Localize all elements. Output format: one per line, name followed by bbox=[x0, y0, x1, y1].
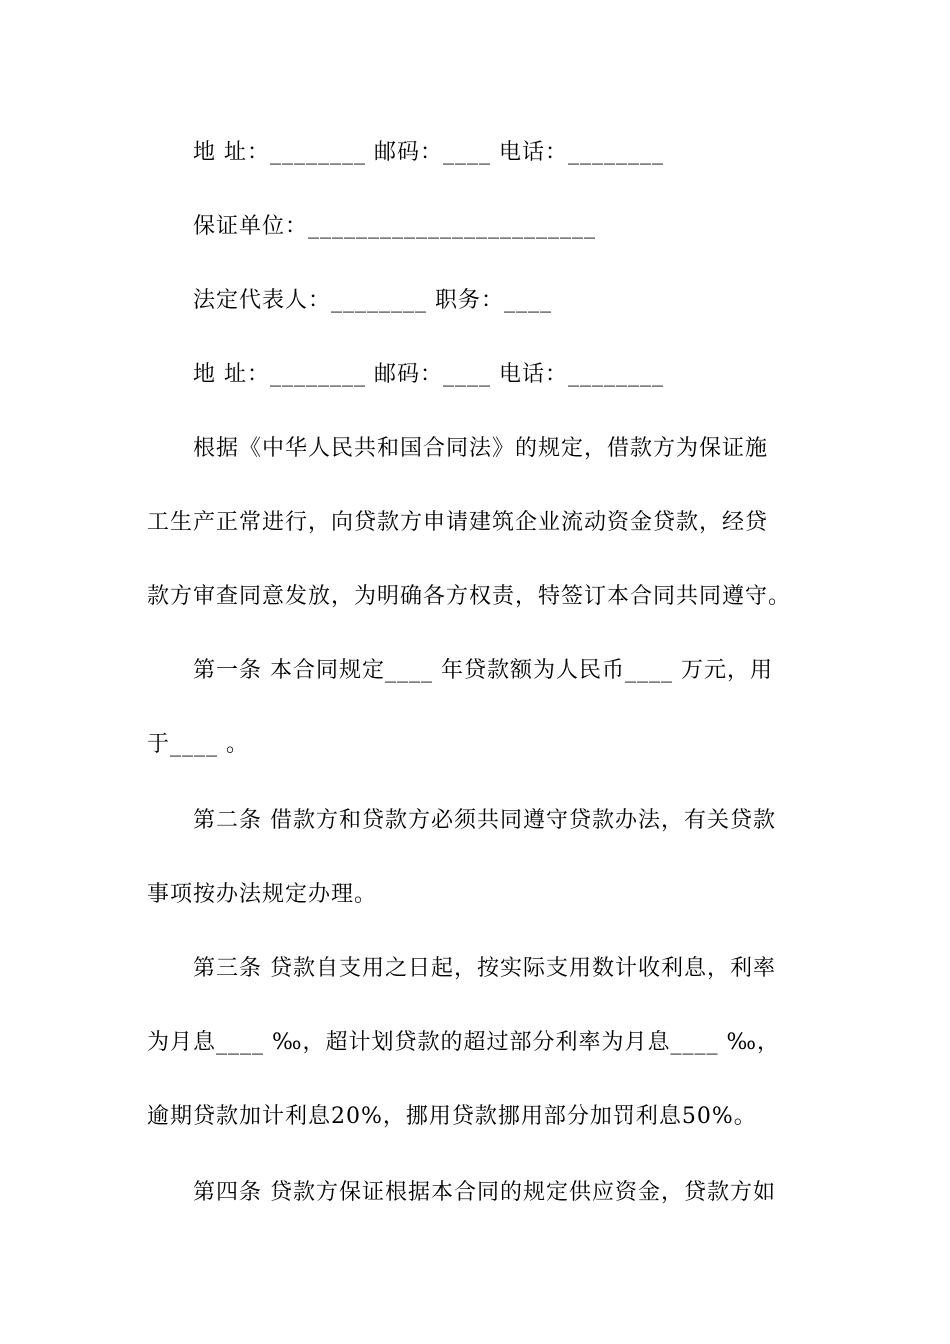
paragraph-intro-line-1: 根据《中华人民共和国合同法》的规定，借款方为保证施 bbox=[193, 436, 769, 461]
legal-representative-line: 法定代表人：________ 职务：____ bbox=[193, 288, 552, 313]
article-4-line-1: 第四条 贷款方保证根据本合同的规定供应资金，贷款方如 bbox=[193, 1180, 776, 1205]
paragraph-intro-line-2: 工生产正常进行，向贷款方申请建筑企业流动资金贷款，经贷 bbox=[147, 510, 769, 535]
address-line-1: 地 址：________ 邮码：____ 电话：________ bbox=[193, 140, 664, 165]
article-2-line-2: 事项按办法规定办理。 bbox=[147, 882, 378, 907]
article-1-line-1: 第一条 本合同规定____ 年贷款额为人民币____ 万元，用 bbox=[193, 658, 773, 683]
article-3-line-3: 逾期贷款加计利息20%，挪用贷款挪用部分加罚利息50%。 bbox=[147, 1104, 757, 1129]
article-3-line-1: 第三条 贷款自支用之日起，按实际支用数计收利息，利率 bbox=[193, 956, 776, 981]
paragraph-intro-line-3: 款方审查同意发放，为明确各方权责，特签订本合同共同遵守。 bbox=[147, 584, 792, 609]
article-2-line-1: 第二条 借款方和贷款方必须共同遵守贷款办法，有关贷款 bbox=[193, 808, 776, 833]
article-3-line-2: 为月息____ ‰，超计划贷款的超过部分利率为月息____ ‰， bbox=[147, 1030, 781, 1055]
guarantor-unit-line: 保证单位：________________________ bbox=[193, 214, 597, 239]
address-line-2: 地 址：________ 邮码：____ 电话：________ bbox=[193, 362, 664, 387]
article-1-line-2: 于____ 。 bbox=[147, 732, 249, 757]
